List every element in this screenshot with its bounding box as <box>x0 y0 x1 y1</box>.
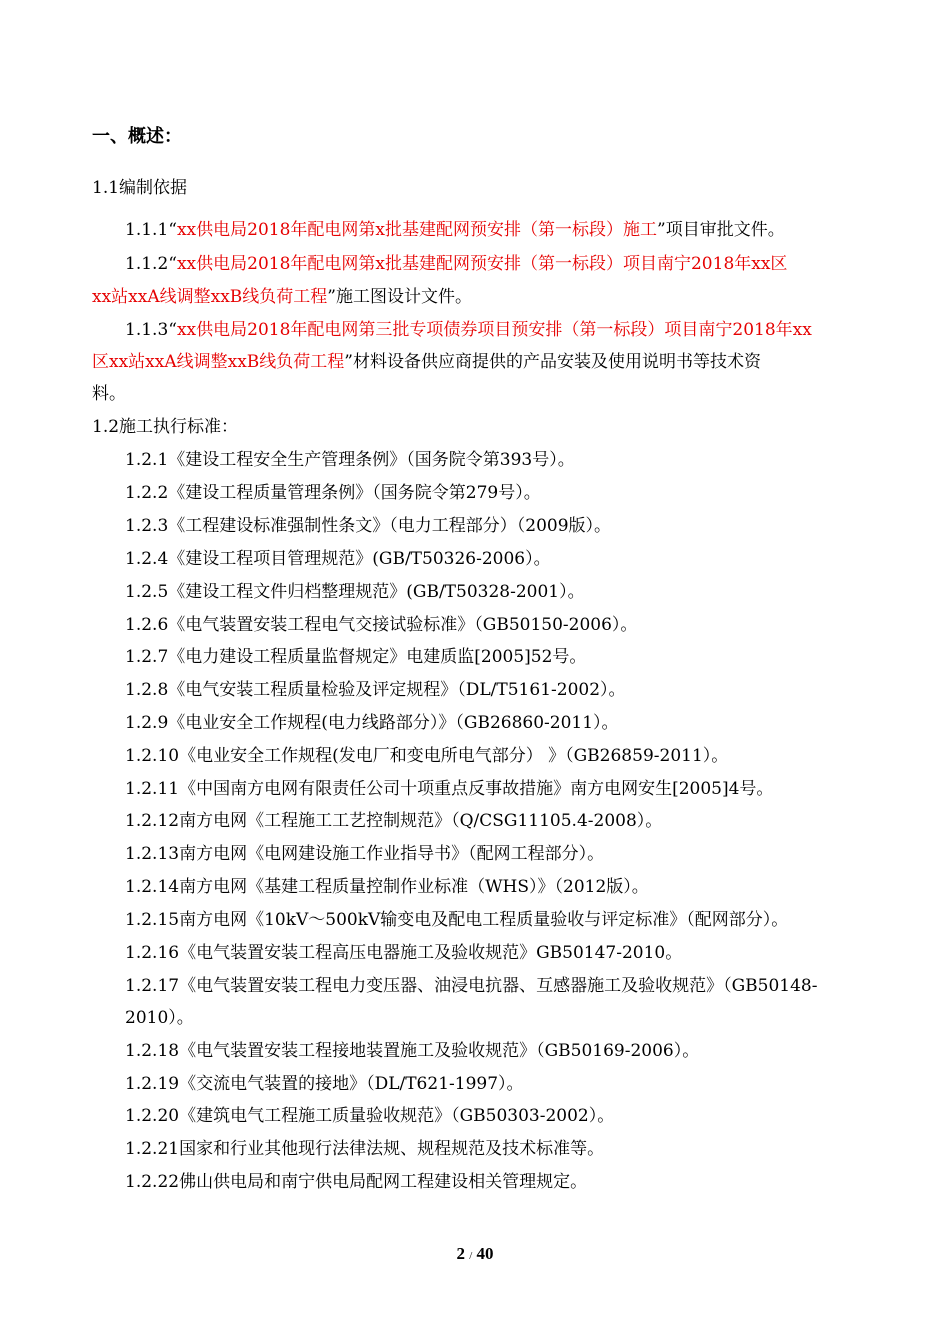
basis-item-1-1-3: 1.1.3“xx供电局2018年配电网第三批专项债券项目预安排（第一标段）项目南宁2018年xx <box>125 320 812 340</box>
basis-item-1-1-3-cont: 区xx站xxA线调整xxB线负荷工程”材料设备供应商提供的产品安装及使用说明书等技术资 <box>92 352 761 372</box>
standard-item: 1.2.20《建筑电气工程施工质量验收规范》（GB50303-2002）。 <box>125 1106 615 1126</box>
section-heading: 一、概述： <box>92 126 182 147</box>
standard-item: 1.2.11《中国南方电网有限责任公司十项重点反事故措施》南方电网安生[2005]4号。 <box>125 779 774 799</box>
standard-item: 1.2.19《交流电气装置的接地》（DL/T621-1997）。 <box>125 1074 524 1094</box>
standard-item-cont: 2010）。 <box>125 1008 194 1028</box>
standard-item: 1.2.4《建设工程项目管理规范》(GB/T50326-2006）。 <box>125 549 551 569</box>
standard-item: 1.2.15南方电网《10kV～500kV输变电及配电工程质量验收与评定标准》（配网部分）。 <box>125 910 789 930</box>
standard-item: 1.2.18《电气装置安装工程接地装置施工及验收规范》（GB50169-2006）。 <box>125 1041 700 1061</box>
basis-item-1-1-3-end: 料。 <box>92 384 126 404</box>
standard-item: 1.2.5《建设工程文件归档整理规范》(GB/T50328-2001）。 <box>125 582 585 602</box>
standard-item: 1.2.7《电力建设工程质量监督规定》电建质监[2005]52号。 <box>125 647 587 667</box>
standard-item: 1.2.12南方电网《工程施工工艺控制规范》（Q/CSG11105.4-2008）。 <box>125 811 663 831</box>
standard-item: 1.2.21国家和行业其他现行法律法规、规程规范及技术标准等。 <box>125 1139 605 1159</box>
basis-item-1-1-2: 1.1.2“xx供电局2018年配电网第x批基建配网预安排（第一标段）项目南宁2018年xx区 <box>125 254 788 274</box>
page-number: 2 / 40 <box>456 1244 494 1263</box>
standard-item: 1.2.22佛山供电局和南宁供电局配网工程建设相关管理规定。 <box>125 1172 588 1192</box>
standard-item: 1.2.3《工程建设标准强制性条文》（电力工程部分）（2009版）。 <box>125 516 612 536</box>
subsection-title-1-2: 1.2施工执行标准： <box>92 417 239 437</box>
standard-item: 1.2.6《电气装置安装工程电气交接试验标准》（GB50150-2006）。 <box>125 615 638 635</box>
standard-item: 1.2.2《建设工程质量管理条例》（国务院令第279号）。 <box>125 483 541 503</box>
basis-item-1-1-1: 1.1.1“xx供电局2018年配电网第x批基建配网预安排（第一标段）施工”项目审批文件。 <box>125 220 785 240</box>
standard-item: 1.2.16《电气装置安装工程高压电器施工及验收规范》GB50147-2010。 <box>125 943 683 963</box>
standard-item: 1.2.9《电业安全工作规程(电力线路部分）》（GB26860-2011）。 <box>125 713 619 733</box>
standard-item: 1.2.14南方电网《基建工程质量控制作业标准（WHS）》（2012版）。 <box>125 877 649 897</box>
standard-item: 1.2.13南方电网《电网建设施工作业指导书》（配网工程部分）。 <box>125 844 605 864</box>
standard-item: 1.2.1《建设工程安全生产管理条例》（国务院令第393号）。 <box>125 450 575 470</box>
standard-item: 1.2.10《电业安全工作规程(发电厂和变电所电气部分） 》（GB26859-2011）。 <box>125 746 729 766</box>
subsection-title-1-1: 1.1编制依据 <box>92 178 188 198</box>
basis-item-1-1-2-cont: xx站xxA线调整xxB线负荷工程”施工图设计文件。 <box>92 287 472 307</box>
standard-item: 1.2.17《电气装置安装工程电力变压器、油浸电抗器、互感器施工及验收规范》（GB50148- <box>125 976 818 996</box>
standard-item: 1.2.8《电气安装工程质量检验及评定规程》（DL/T5161-2002）。 <box>125 680 626 700</box>
